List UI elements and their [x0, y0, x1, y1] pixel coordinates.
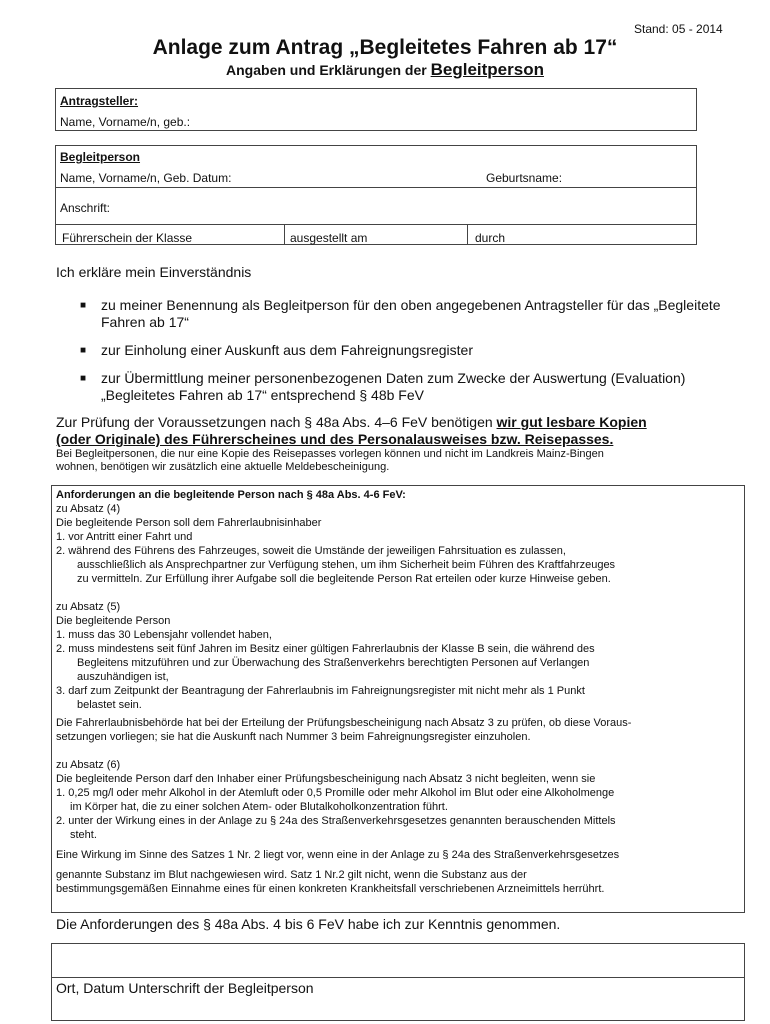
section-5-item-cont: auszuhändigen ist,	[77, 671, 169, 683]
section-4-item: 2. während des Führens des Fahrzeuges, soweit die Umstände der jeweiligen Fahrsituation es zulassen,	[56, 545, 566, 557]
form-subtitle	[0, 60, 770, 80]
section-6-note: genannte Substanz im Blut nachgewiesen wird. Satz 1 Nr.2 gilt nicht, wenn die Substanz aus der	[56, 869, 527, 881]
requirements-content	[56, 488, 746, 896]
birthname-label: Geburtsname:	[486, 171, 563, 185]
applicant-name-field[interactable]	[205, 112, 693, 129]
section-6-title: zu Absatz (6)	[56, 759, 121, 771]
copies-required-text	[56, 414, 756, 448]
section-5-item: 1. muss das 30 Lebensjahr vollendet haben,	[56, 629, 272, 641]
bullet-icon: ■	[80, 300, 87, 311]
copies-note	[56, 448, 756, 474]
copies-emphasis-2: (oder Originale) des Führerscheines und des Personalausweises bzw. Reisepasses.	[56, 431, 614, 447]
section-6-intro: Die begleitende Person darf den Inhaber einer Prüfungsbescheinigung nach Absatz 3 nicht begleiten, wenn sie	[56, 773, 596, 785]
signature-label: Ort, Datum Unterschrift der Begleitperson	[56, 980, 314, 996]
license-class-label: Führerschein der Klasse	[62, 231, 193, 245]
birthname-field[interactable]	[570, 168, 694, 185]
copies-prefix: Zur Prüfung der Voraussetzungen nach § 48a Abs. 4–6 FeV benötigen	[56, 414, 493, 430]
applicant-name-label: Name, Vorname/n, geb.:	[60, 115, 191, 129]
section-6-note: Eine Wirkung im Sinne des Satzes 1 Nr. 2 liegt vor, wenn eine in der Anlage zu § 24a des Straßenverkehrsgesetzes	[56, 849, 620, 861]
divider	[467, 224, 468, 245]
divider	[284, 224, 285, 245]
copies-emphasis-1: wir gut lesbare Kopien	[496, 414, 647, 430]
bullet-icon: ■	[80, 345, 87, 356]
divider	[55, 224, 697, 225]
consent-item-3: zur Übermittlung meiner personenbezogenen Daten zum Zwecke der Auswertung (Evaluation) „Begleitetes Fahren ab 17“ entsprechend § 48b FeV	[101, 370, 686, 403]
section-5-item: 3. darf zum Zeitpunkt der Beantragung der Fahrerlaubnis im Fahreignungsregister mit nicht mehr als 1 Punkt	[56, 685, 585, 697]
section-5-item-cont: Begleitens mitzuführen und zur Überwachung des Straßenverkehrs berechtigten Personen auf Verlangen	[77, 657, 590, 669]
section-6-item: 2. unter der Wirkung eines in der Anlage zu § 24a des Straßenverkehrsgesetzes genannten berauschenden Mittels	[56, 815, 616, 827]
section-6-note: bestimmungsgemäßen Einnahme eines für einen konkreten Krankheitsfall verschriebenen Arzneimittels herrührt.	[56, 883, 605, 895]
section-5-note: setzungen vorliegen; sie hat die Auskunft nach Nummer 3 beim Fahreignungsregister einzuholen.	[56, 731, 531, 743]
copies-note-line: wohnen, benötigen wir zusätzlich eine aktuelle Meldebescheinigung.	[56, 461, 390, 473]
section-4-item-cont: ausschließlich als Ansprechpartner zur Verfügung stehen, um ihm Sicherheit beim Führen des Kraftfahrzeuges	[77, 559, 616, 571]
divider	[55, 187, 697, 188]
applicant-heading: Antragsteller:	[60, 94, 139, 108]
copies-note-line: Bei Begleitpersonen, die nur eine Kopie des Reisepasses vorlegen können und nicht im Landkreis Mainz-Bingen	[56, 448, 604, 460]
section-6-item-cont: im Körper hat, die zu einer solchen Atem- oder Blutalkoholkonzentration führt.	[70, 801, 448, 813]
consent-item-2: zur Einholung einer Auskunft aus dem Fahreignungsregister	[101, 342, 473, 358]
section-4-item-cont: zu vermitteln. Zur Erfüllung ihrer Aufgabe soll die begleitende Person Rat erteilen oder kurze Hinweise geben.	[77, 573, 611, 585]
section-4-item: 1. vor Antritt einer Fahrt und	[56, 531, 193, 543]
consent-item-1: zu meiner Benennung als Begleitperson für den oben angegebenen Antragsteller für das „Begleitete Fahren ab 17“	[101, 297, 721, 330]
spacer	[56, 586, 746, 600]
companion-name-label: Name, Vorname/n, Geb. Datum:	[60, 171, 232, 185]
requirements-heading: Anforderungen an die begleitende Person nach § 48a Abs. 4-6 FeV:	[56, 489, 406, 501]
section-5-title: zu Absatz (5)	[56, 601, 121, 613]
form-title: Anlage zum Antrag „Begleitetes Fahren ab 17“	[152, 36, 618, 59]
issuing-authority-label: durch	[475, 231, 506, 245]
consent-intro: Ich erkläre mein Einverständnis	[56, 264, 252, 280]
address-field[interactable]	[120, 198, 694, 216]
section-6-item-cont: steht.	[70, 829, 97, 841]
companion-box	[55, 145, 697, 245]
companion-name-field[interactable]	[250, 168, 480, 185]
revision-date: Stand: 05 - 2014	[634, 22, 723, 36]
section-5-intro: Die begleitende Person	[56, 615, 171, 627]
signature-field[interactable]	[53, 945, 743, 975]
issued-date-label: ausgestellt am	[290, 231, 368, 245]
spacer	[56, 744, 746, 758]
section-5-item-cont: belastet sein.	[77, 699, 142, 711]
companion-heading: Begleitperson	[60, 150, 141, 164]
bullet-icon: ■	[80, 373, 87, 384]
section-4-title: zu Absatz (4)	[56, 503, 121, 515]
acknowledgement-text: Die Anforderungen des § 48a Abs. 4 bis 6 FeV habe ich zur Kenntnis genommen.	[56, 916, 561, 932]
section-6-item: 1. 0,25 mg/l oder mehr Alkohol in der Atemluft oder 0,5 Promille oder mehr Alkohol im Blut oder eine Alkoholmenge	[56, 787, 615, 799]
subtitle-emphasis: Begleitperson	[430, 60, 544, 79]
address-label: Anschrift:	[60, 201, 111, 215]
section-5-item: 2. muss mindestens seit fünf Jahren im Besitz einer gültigen Fahrerlaubnis der Klasse B sein, die während des	[56, 643, 595, 655]
section-5-note: Die Fahrerlaubnisbehörde hat bei der Erteilung der Prüfungsbescheinigung nach Absatz 3 zu prüfen, ob diese Voraus-	[56, 717, 632, 729]
subtitle-prefix: Angaben und Erklärungen der	[226, 62, 427, 78]
signature-line	[51, 977, 745, 978]
section-4-intro: Die begleitende Person soll dem Fahrerlaubnisinhaber	[56, 517, 322, 529]
